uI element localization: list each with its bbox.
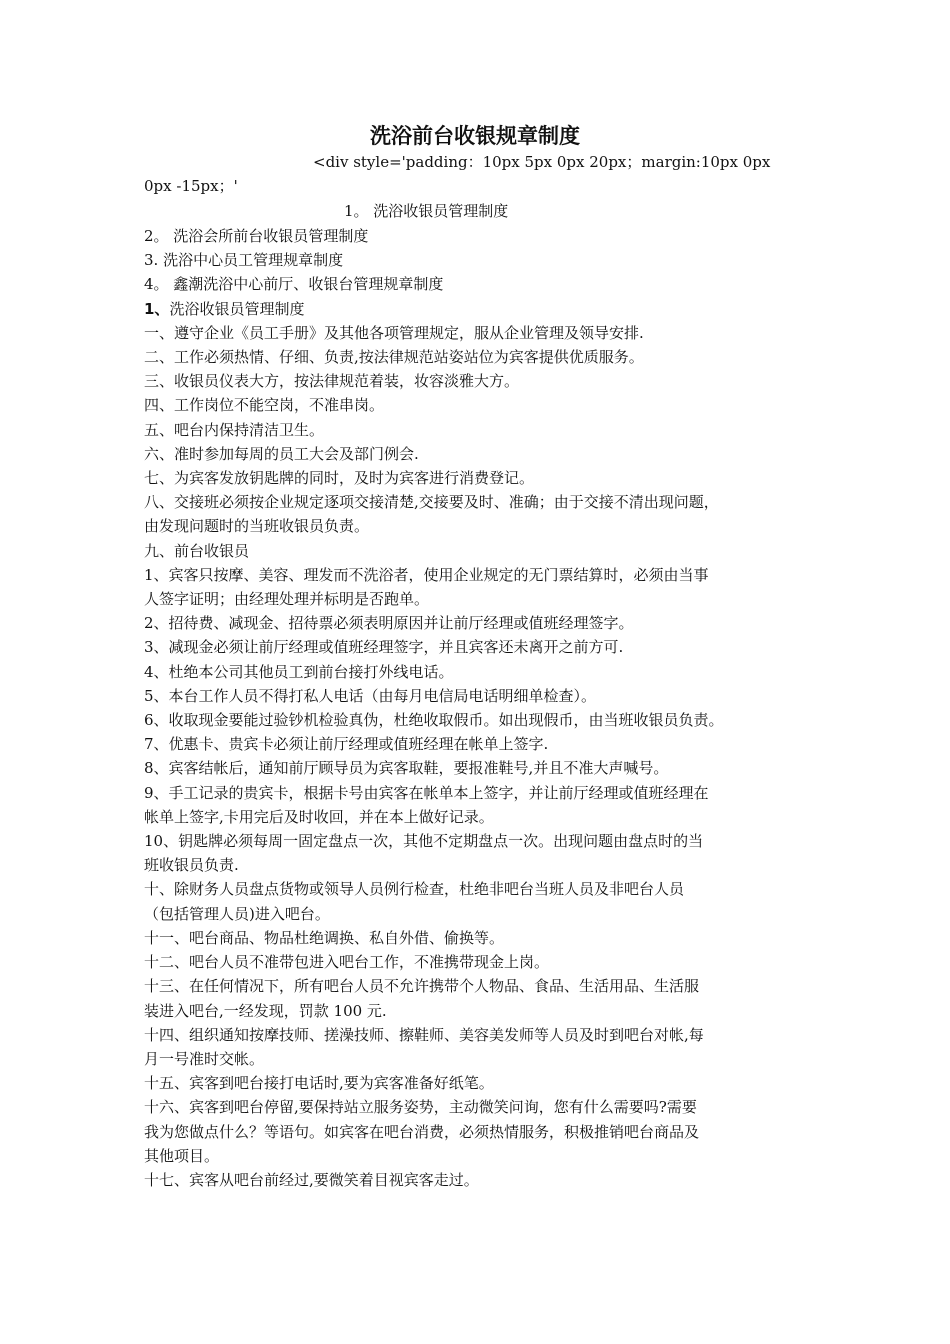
code-snippet-line-1: <div style='padding：10px 5px 0px 20px；margin:10px 0px [313,153,771,171]
rule-line: 二、工作必须热情、仔细、负责,按法律规范站姿站位为宾客提供优质服务。 [144,348,644,367]
rule-line: 一、遵守企业《员工手册》及其他各项管理规定，服从企业管理及领导安排. [144,323,644,342]
rule-line: 7、优惠卡、贵宾卡必须让前厅经理或值班经理在帐单上签字. [144,735,549,754]
rule-line: 2、招待费、减现金、招待票必须表明原因并让前厅经理或值班经理签字。 [144,614,634,633]
rule-line: 九、前台收银员 [144,541,250,560]
toc-item: 4。 鑫潮洗浴中心前厅、收银台管理规章制度 [144,275,444,294]
document-title: 洗浴前台收银规章制度 [370,124,580,148]
rule-line: 十五、宾客到吧台接打电话时,要为宾客准备好纸笔。 [144,1074,494,1093]
rule-line: 其他项目。 [144,1146,220,1165]
rule-line: 班收银员负责. [144,856,239,875]
rule-line: 我为您做点什么？等语句。如宾客在吧台消费，必须热情服务，积极推销吧台商品及 [144,1122,700,1141]
toc-item: 1。 洗浴收银员管理制度 [344,202,509,220]
rule-line: 8、宾客结帐后，通知前厅顾导员为宾客取鞋，要报准鞋号,并且不准大声喊号。 [144,759,669,778]
toc-item: 2。 洗浴会所前台收银员管理制度 [144,227,369,245]
rule-line: 十三、在任何情况下，所有吧台人员不允许携带个人物品、食品、生活用品、生活服 [144,977,700,996]
rule-line: 三、收银员仪表大方，按法律规范着装，妆容淡雅大方。 [144,372,520,391]
rule-line: 七、为宾客发放钥匙牌的同时，及时为宾客进行消费登记。 [144,469,535,488]
rule-line: 1、宾客只按摩、美容、理发而不洗浴者，使用企业规定的无门票结算时，必须由当事 [144,565,709,584]
document-body [144,224,820,1192]
rule-list [144,321,820,1192]
rule-line: 十七、宾客从吧台前经过,要微笑着目视宾客走过。 [144,1170,479,1189]
rule-line: 人签字证明；由经理处理并标明是否跑单。 [144,590,430,609]
rule-line: 月一号准时交帐。 [144,1049,265,1068]
rule-line: 装进入吧台,一经发现，罚款 100 元. [144,1001,387,1020]
toc-item: 3. 洗浴中心员工管理规章制度 [144,251,344,270]
rule-line: 9、手工记录的贵宾卡，根据卡号由宾客在帐单本上签字，并让前厅经理或值班经理在 [144,783,709,802]
rule-line: 4、杜绝本公司其他员工到前台接打外线电话。 [144,662,454,681]
section-heading [144,297,820,321]
rule-line: 八、交接班必须按企业规定逐项交接清楚,交接要及时、准确；由于交接不清出现问题， [144,493,719,512]
rule-line: 6、收取现金要能过验钞机检验真伪，杜绝收取假币。如出现假币，由当班收银员负责。 [144,711,724,730]
rule-line: 帐单上签字,卡用完后及时收回，并在本上做好记录。 [144,807,494,826]
rule-line: 十、除财务人员盘点货物或领导人员例行检查，杜绝非吧台当班人员及非吧台人员 [144,880,685,899]
rule-line: 10、钥匙牌必须每周一固定盘点一次，其他不定期盘点一次。出现问题由盘点时的当 [144,832,704,851]
rule-line: 由发现问题时的当班收银员负责。 [144,517,370,536]
section-title: 洗浴收银员管理制度 [169,299,305,318]
rule-line: 四、工作岗位不能空岗，不准串岗。 [144,396,385,415]
rule-line: 十六、宾客到吧台停留,要保持站立服务姿势，主动微笑问询，您有什么需要吗?需要 [144,1098,697,1117]
code-snippet-line-2: 0px -15px；' [144,177,238,195]
rule-line: 六、准时参加每周的员工大会及部门例会. [144,444,419,463]
rule-line: 十四、组织通知按摩技师、搓澡技师、擦鞋师、美容美发师等人员及时到吧台对帐,每 [144,1025,704,1044]
rule-line: 3、减现金必须让前厅经理或值班经理签字，并且宾客还未离开之前方可. [144,638,624,657]
section-number: 1、 [144,299,170,318]
rule-line: 五、吧台内保持清洁卫生。 [144,420,325,439]
rule-line: 十一、吧台商品、物品杜绝调换、私自外借、偷换等。 [144,928,505,947]
rule-line: 十二、吧台人员不准带包进入吧台工作，不准携带现金上岗。 [144,953,550,972]
rule-line: 5、本台工作人员不得打私人电话（由每月电信局电话明细单检查）。 [144,686,597,705]
rule-line: （包括管理人员)进入吧台。 [144,904,330,923]
